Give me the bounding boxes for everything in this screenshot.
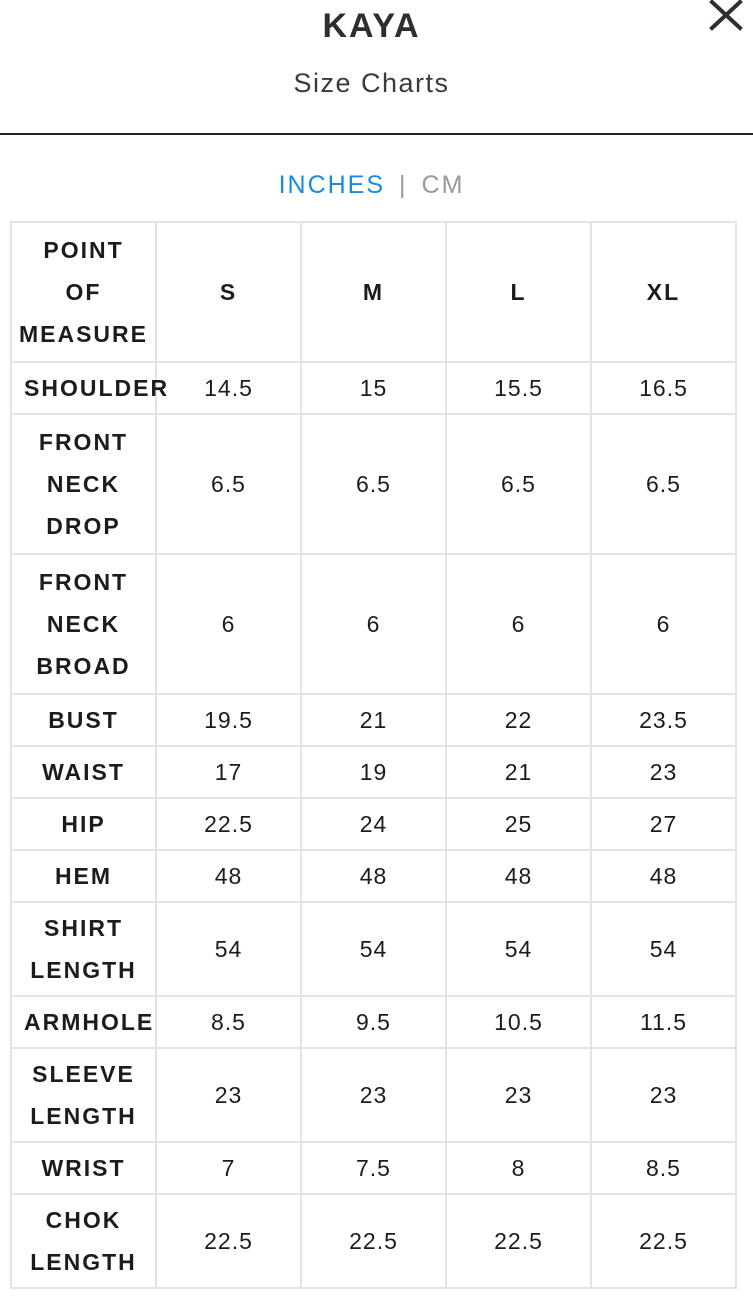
row-label: SLEEVE LENGTH (11, 1048, 156, 1142)
row-label: CHOK LENGTH (11, 1194, 156, 1288)
unit-cm-tab[interactable]: CM (421, 171, 465, 199)
table-cell: 23 (301, 1048, 446, 1142)
table-cell: 6.5 (591, 414, 736, 554)
row-label: SHIRT LENGTH (11, 902, 156, 996)
column-header-s: S (156, 222, 301, 362)
table-cell: 21 (446, 746, 591, 798)
page-subtitle: Size Charts (293, 68, 450, 98)
table-cell: 6 (446, 554, 591, 694)
brand-title: KAYA (322, 7, 421, 45)
column-header-l: L (446, 222, 591, 362)
table-cell: 15.5 (446, 362, 591, 414)
table-cell: 15 (301, 362, 446, 414)
table-cell: 48 (591, 850, 736, 902)
row-label: WAIST (11, 746, 156, 798)
table-cell: 54 (156, 902, 301, 996)
unit-toggle (0, 168, 743, 202)
table-cell: 7 (156, 1142, 301, 1194)
table-cell: 6 (301, 554, 446, 694)
table-cell: 19.5 (156, 694, 301, 746)
table-cell: 23 (591, 1048, 736, 1142)
table-cell: 24 (301, 798, 446, 850)
table-cell: 9.5 (301, 996, 446, 1048)
table-header-row (11, 222, 736, 362)
table-cell: 14.5 (156, 362, 301, 414)
table-cell: 48 (446, 850, 591, 902)
table-cell: 6 (156, 554, 301, 694)
row-label: ARMHOLE (11, 996, 156, 1048)
table-cell: 8 (446, 1142, 591, 1194)
row-label: SHOULDER (11, 362, 156, 414)
table-cell: 27 (591, 798, 736, 850)
close-button[interactable] (704, 0, 748, 36)
column-header-m: M (301, 222, 446, 362)
table-row (11, 850, 736, 902)
table-cell: 22.5 (591, 1194, 736, 1288)
table-cell: 19 (301, 746, 446, 798)
table-row (11, 414, 736, 554)
table-cell: 16.5 (591, 362, 736, 414)
row-label: FRONT NECK DROP (11, 414, 156, 554)
table-cell: 54 (301, 902, 446, 996)
table-row (11, 1048, 736, 1142)
table-cell: 54 (591, 902, 736, 996)
size-chart-table (10, 221, 737, 1289)
column-header-point-of-measure: POINT OF MEASURE (11, 222, 156, 362)
table-cell: 23 (446, 1048, 591, 1142)
table-cell: 17 (156, 746, 301, 798)
table-cell: 6.5 (446, 414, 591, 554)
table-row (11, 694, 736, 746)
close-icon (704, 0, 748, 36)
table-cell: 48 (301, 850, 446, 902)
table-row (11, 1142, 736, 1194)
table-cell: 23.5 (591, 694, 736, 746)
table-cell: 6 (591, 554, 736, 694)
row-label: BUST (11, 694, 156, 746)
table-row (11, 554, 736, 694)
table-cell: 8.5 (591, 1142, 736, 1194)
table-cell: 6.5 (301, 414, 446, 554)
table-cell: 8.5 (156, 996, 301, 1048)
table-cell: 7.5 (301, 1142, 446, 1194)
table-cell: 10.5 (446, 996, 591, 1048)
row-label: FRONT NECK BROAD (11, 554, 156, 694)
unit-separator: | (399, 171, 408, 199)
table-cell: 11.5 (591, 996, 736, 1048)
table-row (11, 798, 736, 850)
table-cell: 21 (301, 694, 446, 746)
row-label: HEM (11, 850, 156, 902)
table-row (11, 1194, 736, 1288)
table-cell: 23 (156, 1048, 301, 1142)
table-row (11, 996, 736, 1048)
table-row (11, 362, 736, 414)
table-row (11, 902, 736, 996)
table-cell: 22 (446, 694, 591, 746)
header-divider (0, 133, 753, 135)
table-cell: 22.5 (156, 1194, 301, 1288)
table-cell: 54 (446, 902, 591, 996)
table-cell: 22.5 (446, 1194, 591, 1288)
row-label: WRIST (11, 1142, 156, 1194)
table-cell: 22.5 (156, 798, 301, 850)
table-row (11, 746, 736, 798)
table-cell: 48 (156, 850, 301, 902)
column-header-xl: XL (591, 222, 736, 362)
row-label: HIP (11, 798, 156, 850)
table-cell: 23 (591, 746, 736, 798)
table-cell: 25 (446, 798, 591, 850)
unit-inches-tab[interactable]: INCHES (278, 171, 386, 199)
table-cell: 6.5 (156, 414, 301, 554)
table-cell: 22.5 (301, 1194, 446, 1288)
